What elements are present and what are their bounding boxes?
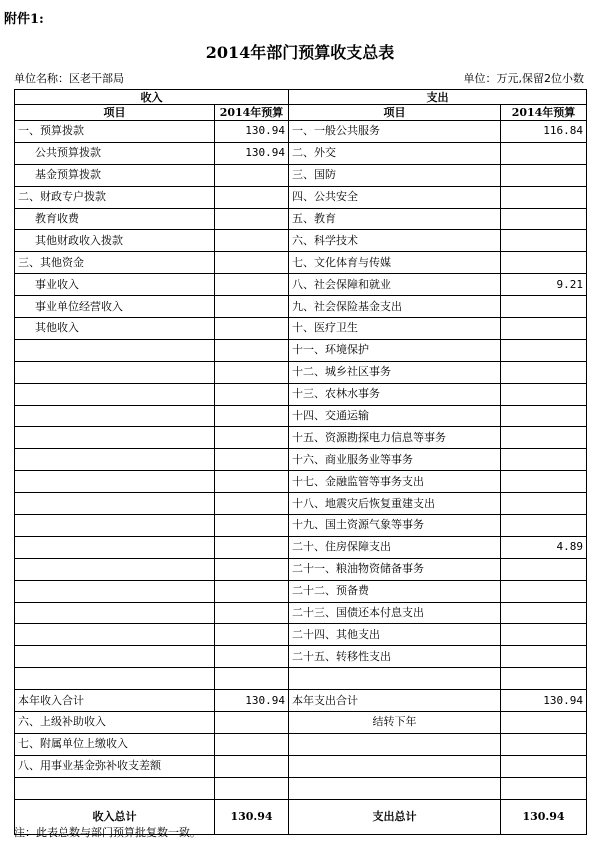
expense-value-cell — [501, 668, 587, 690]
footnote: 注：此表总数与部门预算批复数一致。 — [14, 826, 201, 839]
income-value-cell — [215, 318, 289, 340]
table-row — [15, 361, 587, 383]
budget-table — [14, 89, 587, 835]
table-row — [15, 755, 587, 777]
income-item-cell — [15, 777, 215, 799]
expense-item-header: 项目 — [289, 105, 501, 121]
income-value-cell — [215, 624, 289, 646]
income-value-cell — [215, 536, 289, 558]
expense-value-cell — [501, 339, 587, 361]
expense-value-cell — [501, 646, 587, 668]
expense-value-cell — [501, 405, 587, 427]
expense-item-cell: 十五、资源勘探电力信息等事务 — [289, 427, 501, 449]
attachment-label: 附件1: — [4, 12, 44, 27]
expense-item-cell — [289, 668, 501, 690]
income-value-cell — [215, 339, 289, 361]
income-item-cell: 二、财政专户拨款 — [15, 186, 215, 208]
table-row — [15, 712, 587, 734]
income-item-cell — [15, 558, 215, 580]
table-row — [15, 318, 587, 340]
income-value-cell — [215, 449, 289, 471]
income-item-cell — [15, 471, 215, 493]
income-value-cell — [215, 777, 289, 799]
expense-item-cell: 十一、环境保护 — [289, 339, 501, 361]
table-row — [15, 208, 587, 230]
table-row — [15, 602, 587, 624]
income-value-cell — [215, 515, 289, 537]
table-row — [15, 690, 587, 712]
table-row — [15, 142, 587, 164]
expense-value-cell: 116.84 — [501, 121, 587, 143]
expense-value-cell: 9.21 — [501, 274, 587, 296]
expense-item-cell: 十四、交通运输 — [289, 405, 501, 427]
income-value-cell — [215, 296, 289, 318]
income-item-cell: 八、用事业基金弥补收支差额 — [15, 755, 215, 777]
income-value-cell — [215, 383, 289, 405]
income-value-cell: 130.94 — [215, 690, 289, 712]
page-title: 2014年部门预算收支总表 — [205, 43, 395, 62]
income-value-cell: 130.94 — [215, 121, 289, 143]
income-item-cell — [15, 427, 215, 449]
expense-item-cell: 二十五、转移性支出 — [289, 646, 501, 668]
column-header-row — [15, 105, 587, 121]
expense-value-cell — [501, 383, 587, 405]
income-item-cell — [15, 580, 215, 602]
expense-total-label: 支出总计 — [289, 799, 501, 834]
income-item-cell: 公共预算拨款 — [15, 142, 215, 164]
expense-item-cell: 十九、国土资源气象等事务 — [289, 515, 501, 537]
income-value-cell: 130.94 — [215, 142, 289, 164]
table-row — [15, 230, 587, 252]
expense-value-cell — [501, 208, 587, 230]
income-item-cell — [15, 361, 215, 383]
table-row — [15, 733, 587, 755]
expense-value-cell — [501, 471, 587, 493]
unit-name: 单位名称：区老干部局 — [14, 72, 124, 85]
table-row — [15, 536, 587, 558]
table-row — [15, 274, 587, 296]
table-row — [15, 164, 587, 186]
income-total-value: 130.94 — [215, 799, 289, 834]
expense-value-cell — [501, 186, 587, 208]
expense-value-cell — [501, 142, 587, 164]
table-row — [15, 252, 587, 274]
income-item-cell — [15, 536, 215, 558]
expense-value-cell — [501, 755, 587, 777]
expense-item-cell: 五、教育 — [289, 208, 501, 230]
income-item-cell — [15, 624, 215, 646]
expense-item-cell: 十七、金融监管等事务支出 — [289, 471, 501, 493]
expense-item-cell: 二、外交 — [289, 142, 501, 164]
expense-value-cell — [501, 558, 587, 580]
table-body — [15, 121, 587, 800]
expense-value-cell: 4.89 — [501, 536, 587, 558]
table-row — [15, 624, 587, 646]
table-row — [15, 121, 587, 143]
income-value-cell — [215, 208, 289, 230]
table-row — [15, 339, 587, 361]
income-item-cell — [15, 405, 215, 427]
unit-note: 单位：万元,保留2位小数 — [463, 72, 584, 85]
income-value-cell — [215, 186, 289, 208]
income-item-cell — [15, 515, 215, 537]
income-item-cell — [15, 449, 215, 471]
income-value-cell — [215, 646, 289, 668]
table-row — [15, 449, 587, 471]
table-row — [15, 515, 587, 537]
income-value-cell — [215, 580, 289, 602]
income-value-cell — [215, 471, 289, 493]
expense-value-cell — [501, 493, 587, 515]
income-value-cell — [215, 164, 289, 186]
income-item-cell: 其他收入 — [15, 318, 215, 340]
income-item-cell: 七、附属单位上缴收入 — [15, 733, 215, 755]
expense-value-cell — [501, 712, 587, 734]
expense-budget-header: 2014年预算 — [501, 105, 587, 121]
expense-item-cell — [289, 733, 501, 755]
expense-item-cell — [289, 755, 501, 777]
income-item-cell: 一、预算拨款 — [15, 121, 215, 143]
income-item-cell: 三、其他资金 — [15, 252, 215, 274]
expense-value-cell — [501, 427, 587, 449]
income-budget-header: 2014年预算 — [215, 105, 289, 121]
expense-value-cell — [501, 230, 587, 252]
expense-item-cell: 十六、商业服务业等事务 — [289, 449, 501, 471]
expense-item-cell: 七、文化体育与传媒 — [289, 252, 501, 274]
expense-item-cell: 九、社会保险基金支出 — [289, 296, 501, 318]
income-item-cell: 本年收入合计 — [15, 690, 215, 712]
table-row — [15, 471, 587, 493]
expense-item-cell: 四、公共安全 — [289, 186, 501, 208]
table-row — [15, 186, 587, 208]
expense-section-header: 支出 — [289, 90, 587, 105]
table-row — [15, 405, 587, 427]
expense-item-cell: 八、社会保障和就业 — [289, 274, 501, 296]
table-row — [15, 296, 587, 318]
table-row — [15, 493, 587, 515]
expense-item-cell: 六、科学技术 — [289, 230, 501, 252]
expense-item-cell: 二十二、预备费 — [289, 580, 501, 602]
income-item-cell — [15, 668, 215, 690]
income-value-cell — [215, 558, 289, 580]
table-row — [15, 777, 587, 799]
income-item-cell: 事业单位经营收入 — [15, 296, 215, 318]
expense-value-cell — [501, 449, 587, 471]
expense-value-cell — [501, 164, 587, 186]
expense-item-cell: 一、一般公共服务 — [289, 121, 501, 143]
income-item-cell — [15, 602, 215, 624]
table-row — [15, 668, 587, 690]
income-item-cell — [15, 339, 215, 361]
expense-value-cell — [501, 296, 587, 318]
income-item-cell: 六、上级补助收入 — [15, 712, 215, 734]
income-value-cell — [215, 427, 289, 449]
expense-total-value: 130.94 — [501, 799, 587, 834]
expense-item-cell: 结转下年 — [289, 712, 501, 734]
expense-value-cell — [501, 580, 587, 602]
expense-value-cell: 130.94 — [501, 690, 587, 712]
table-row — [15, 558, 587, 580]
expense-item-cell: 十三、农林水事务 — [289, 383, 501, 405]
table-row — [15, 383, 587, 405]
income-value-cell — [215, 712, 289, 734]
expense-value-cell — [501, 602, 587, 624]
expense-item-cell: 十八、地震灾后恢复重建支出 — [289, 493, 501, 515]
income-value-cell — [215, 274, 289, 296]
expense-value-cell — [501, 252, 587, 274]
expense-item-cell: 二十一、粮油物资储备事务 — [289, 558, 501, 580]
expense-item-cell: 二十三、国债还本付息支出 — [289, 602, 501, 624]
expense-value-cell — [501, 777, 587, 799]
table-row — [15, 580, 587, 602]
income-item-cell — [15, 646, 215, 668]
income-value-cell — [215, 493, 289, 515]
income-item-cell — [15, 493, 215, 515]
expense-item-cell: 三、国防 — [289, 164, 501, 186]
income-item-cell: 其他财政收入拨款 — [15, 230, 215, 252]
expense-item-cell: 十二、城乡社区事务 — [289, 361, 501, 383]
income-item-cell — [15, 383, 215, 405]
expense-value-cell — [501, 515, 587, 537]
income-total-label: 收入总计 — [15, 799, 215, 834]
expense-item-cell: 本年支出合计 — [289, 690, 501, 712]
income-item-cell: 事业收入 — [15, 274, 215, 296]
income-value-cell — [215, 252, 289, 274]
section-header-row — [15, 90, 587, 105]
expense-value-cell — [501, 318, 587, 340]
income-value-cell — [215, 602, 289, 624]
income-item-header: 项目 — [15, 105, 215, 121]
income-value-cell — [215, 755, 289, 777]
expense-item-cell: 二十四、其他支出 — [289, 624, 501, 646]
income-value-cell — [215, 405, 289, 427]
table-row — [15, 646, 587, 668]
expense-item-cell: 十、医疗卫生 — [289, 318, 501, 340]
income-value-cell — [215, 361, 289, 383]
expense-item-cell — [289, 777, 501, 799]
expense-value-cell — [501, 624, 587, 646]
expense-value-cell — [501, 733, 587, 755]
expense-item-cell: 二十、住房保障支出 — [289, 536, 501, 558]
table-row — [15, 427, 587, 449]
income-value-cell — [215, 733, 289, 755]
income-value-cell — [215, 230, 289, 252]
income-value-cell — [215, 668, 289, 690]
expense-value-cell — [501, 361, 587, 383]
income-section-header: 收入 — [15, 90, 289, 105]
income-item-cell: 教育收费 — [15, 208, 215, 230]
income-item-cell: 基金预算拨款 — [15, 164, 215, 186]
